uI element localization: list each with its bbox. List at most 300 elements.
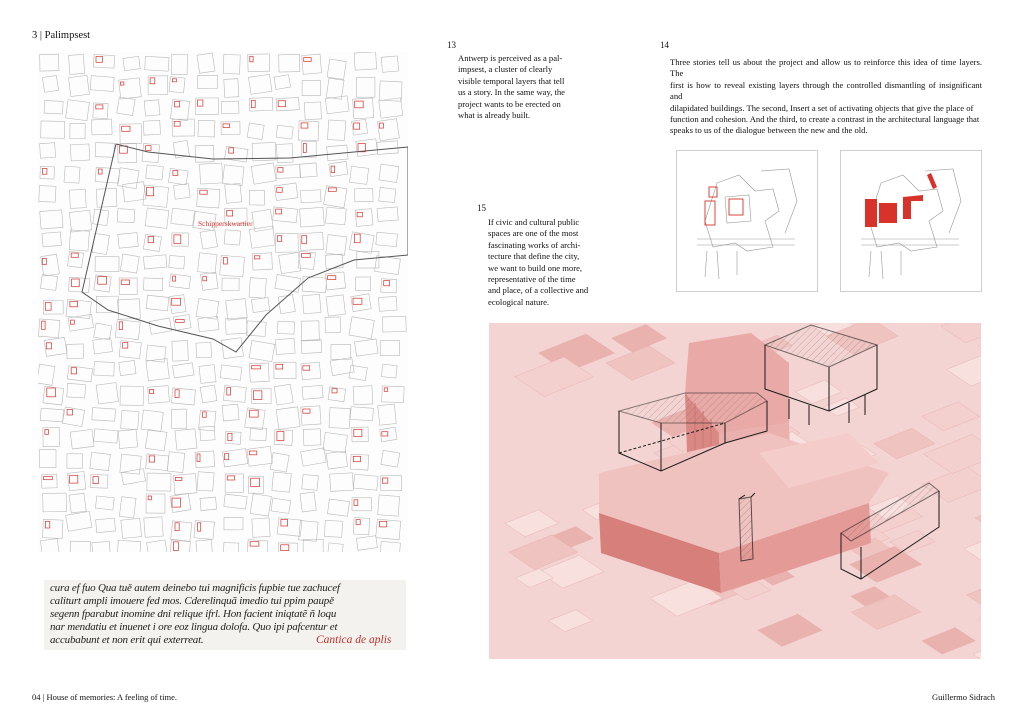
city-block [93,103,108,119]
city-block [198,253,217,274]
axonometric-render [489,323,981,659]
city-block [93,338,113,354]
city-block [223,543,238,552]
city-block [246,321,266,337]
city-block [173,184,190,200]
highlighted-building [93,477,98,484]
city-block [69,230,89,251]
city-block [91,119,112,135]
highlighted-building [119,322,122,330]
city-block [195,451,215,468]
city-block [300,163,317,178]
highlighted-building [146,146,151,151]
highlighted-building [224,258,228,265]
city-block [95,143,114,158]
highlighted-building [70,301,78,307]
highlighted-building [120,82,124,85]
highlighted-building [252,366,261,369]
city-block [251,163,276,184]
city-block [44,337,67,356]
city-block [40,210,63,229]
city-block [145,208,169,228]
city-block [279,252,301,273]
city-block [68,54,84,74]
highlighted-building [123,343,128,349]
city-block [324,520,342,537]
city-block [248,74,271,94]
city-block [356,139,378,157]
city-block [274,362,296,378]
city-block [199,365,216,384]
city-block [356,78,375,98]
manuscript-red-caption: Cantica de aplis [316,634,392,646]
text-line: first is how to reveal existing layers through the controlled dismantling of insignificant and [670,79,982,102]
city-block [356,277,371,291]
city-block [300,207,325,227]
city-block [67,471,86,490]
city-block [172,341,189,362]
city-block [41,474,57,488]
city-block [67,344,84,359]
highlighted-building [227,476,235,480]
city-block [252,253,272,270]
highlighted-building [200,190,207,194]
city-block [95,496,114,510]
plan-diagram-proposed [840,150,982,292]
city-block [383,316,407,332]
city-block [223,54,240,74]
city-block [350,407,373,421]
text-line: spaces are one of the most [488,228,579,239]
city-block [326,235,347,256]
highlighted-building [277,188,282,193]
highlighted-building [72,279,80,287]
city-block [304,102,321,120]
text-13-paragraph [458,53,568,121]
city-block [301,339,321,353]
highlighted-building [251,478,260,486]
city-block [222,338,244,359]
highlighted-building [303,366,310,370]
city-block [325,317,340,333]
city-block [118,233,138,249]
district-label: Schipperskwartier [198,219,253,228]
city-block [353,518,369,535]
city-block [200,230,217,249]
city-block [167,452,184,473]
highlighted-building [277,432,284,441]
city-block [349,365,367,380]
highlighted-building [175,478,182,481]
city-block [119,361,136,376]
highlighted-building [71,368,76,374]
highlighted-building [70,320,74,324]
manuscript-line: accubabunt et non erit qui exterreat. [50,634,204,646]
footer-author: Guillermo Sidrach [932,692,996,702]
city-block [96,518,116,533]
city-block [173,474,197,495]
city-block [225,146,248,162]
city-block [351,294,371,312]
city-block [38,364,55,385]
highlighted-building [380,521,387,527]
city-block [349,232,374,254]
city-block [325,207,346,225]
city-block [224,494,247,509]
city-block [195,145,214,162]
city-block [355,188,374,201]
highlighted-building [43,477,52,480]
city-block [200,385,217,403]
highlighted-building [354,234,360,243]
city-block [323,432,347,452]
city-block [120,124,142,144]
highlighted-building [174,121,180,126]
city-block [145,429,167,451]
new-volume [879,203,897,223]
city-block [325,254,343,269]
highlighted-building [42,258,46,264]
manuscript-line: segenn fparabut inomine dni relique ifrl. Hon facient iniqtatẽ ñ loqu [50,608,337,620]
highlighted-building [71,253,78,257]
highlighted-building [174,235,181,244]
city-block [144,100,160,116]
city-block [381,364,397,378]
highlighted-building [122,126,130,131]
highlighted-building [380,123,384,128]
city-block [70,541,90,552]
city-block [377,119,399,141]
city-block [275,338,295,354]
highlighted-building [384,281,390,286]
highlighted-building [147,187,154,196]
highlighted-building [46,343,51,349]
city-block [196,299,219,320]
city-block [224,230,241,245]
highlighted-building [148,236,154,242]
city-block [277,321,294,334]
city-block [349,317,374,339]
city-block [42,232,61,247]
city-block [382,386,404,403]
highlighted-building [121,280,129,284]
city-block [200,163,223,184]
city-block [327,499,349,516]
axonometric-drawing [489,323,981,659]
city-block [252,209,274,231]
city-block [66,511,92,531]
highlighted-building [173,542,178,551]
city-block [302,80,321,95]
city-block [120,454,141,474]
city-block [143,120,160,135]
city-block [375,256,401,275]
text-line: we want to build one more, [488,262,583,273]
city-block [200,497,217,510]
city-block [225,474,243,493]
city-block [355,339,378,356]
city-block [146,359,169,381]
city-block [275,183,298,201]
city-block [40,408,63,422]
city-block [276,165,300,179]
highlighted-building [173,276,176,281]
city-block [92,541,110,552]
highlighted-building [172,79,176,82]
highlighted-building [382,432,388,436]
city-block [198,316,219,331]
highlighted-building [96,105,103,109]
city-block [69,493,86,513]
city-block [302,474,319,490]
city-block [70,429,94,449]
city-block [144,517,163,538]
city-block [380,427,397,442]
highlighted-building [303,144,306,153]
city-block [303,429,321,446]
city-block [64,166,80,183]
manuscript-line: cura ef fuo Qua tuě autem deinebo tui magnificis fupbie tue zachucef [50,582,340,594]
text-line: speaks to us of the dialogue between the new and the old. [670,125,868,136]
text-line: If civic and cultural public [488,217,580,227]
highlighted-building [302,236,307,244]
highlighted-building [304,58,312,62]
section-title: 3 | Palimpsest [32,30,91,41]
highlighted-building [198,523,201,531]
highlighted-building [45,521,49,528]
city-block [200,426,215,440]
city-block [122,182,146,202]
city-block [67,383,86,398]
text-line: project wants to be erected on [458,98,561,109]
city-block [300,492,316,512]
city-block [175,429,197,450]
highlighted-building [149,456,154,462]
city-block [279,54,300,72]
highlighted-building [175,101,180,107]
city-block [94,429,118,443]
city-block [197,76,217,89]
city-block [326,451,347,469]
text-line: visible temporal layers that tell [458,75,565,86]
highlighted-building [176,319,185,322]
city-block [250,494,271,516]
highlighted-building [42,321,45,329]
city-block [44,100,63,114]
city-block [325,272,345,290]
city-block [145,56,169,71]
city-block [301,362,321,380]
city-block [376,232,398,246]
city-block [378,404,397,425]
city-block [171,54,187,74]
manuscript-image [44,580,406,650]
text-line: what is already built. [458,110,531,121]
city-block [171,521,192,541]
city-block [67,454,83,468]
city-block [96,188,116,207]
highlighted-building [150,78,155,84]
city-block [274,384,293,405]
city-block [120,254,139,273]
city-block [271,498,291,513]
highlighted-building [120,146,128,153]
highlighted-building [249,451,256,455]
city-block [327,59,346,79]
highlighted-building [354,123,360,129]
city-block [377,207,398,222]
text-line: ecological nature. [488,296,550,307]
city-block [197,472,214,491]
city-block [250,428,267,441]
city-block [379,164,399,182]
text-line: representative of the time [488,274,576,285]
highlighted-building [331,166,335,173]
city-block [221,101,238,113]
city-block [301,448,327,466]
urban-map-drawing [38,52,408,552]
city-block [222,449,247,467]
city-block [121,469,145,485]
highlighted-building [175,390,179,398]
city-block [117,540,141,552]
city-block [194,521,214,540]
city-block [328,120,346,141]
city-block [276,125,293,139]
city-block [324,186,347,208]
highlighted-building [203,277,207,281]
highlighted-building [382,478,387,483]
city-block [42,76,58,93]
highlighted-building [172,298,181,305]
city-block [123,56,140,70]
city-block [378,495,400,516]
highlighted-building [357,212,362,217]
highlighted-building [250,542,259,546]
city-block [328,543,344,552]
highlighted-building [250,56,253,62]
city-block [172,363,194,378]
city-block [148,386,170,404]
city-block [226,299,247,320]
city-block [196,342,212,358]
highlighted-building [42,168,47,174]
city-block [275,274,301,292]
city-block [225,183,242,203]
city-block [220,365,242,380]
highlighted-building [67,409,72,415]
text-line: dilapidated buildings. The second, Insert a set of activating objects that give the place of [670,102,974,113]
text-15-number: 15 [477,203,486,213]
city-block [222,278,239,291]
city-block [247,446,272,466]
city-block [201,272,218,290]
city-block [141,410,163,432]
city-block [326,295,345,316]
text-line: Three stories tell us about the project and allow us to reinforce this idea of time layers. The [670,57,982,79]
city-block [379,188,396,203]
highlighted-building [301,123,308,128]
text-14-number: 14 [660,40,669,50]
city-block [148,76,167,95]
highlighted-building [227,387,231,395]
city-block [92,408,116,422]
highlighted-building [278,168,283,173]
city-block [40,54,59,71]
city-block [249,97,272,111]
city-block [274,75,291,90]
city-block [276,144,293,163]
city-block [302,54,322,74]
city-block [251,297,269,312]
city-block [350,166,369,184]
city-block [39,186,56,203]
highlighted-building [253,391,262,400]
city-block [249,190,264,205]
city-block [249,278,266,299]
highlighted-building [203,412,207,417]
city-block [381,450,400,467]
city-block [356,536,377,551]
highlighted-building [228,433,232,440]
city-block [96,383,118,404]
city-block [146,295,169,311]
urban-map [38,52,408,552]
city-block [198,120,215,137]
city-block [197,53,215,73]
highlighted-building [197,454,200,462]
new-volume [903,195,923,219]
plan-drawing [677,151,817,291]
highlighted-building [353,456,360,461]
city-block [146,165,164,180]
highlighted-building [251,100,255,107]
city-block [117,209,135,223]
city-block [40,143,56,159]
city-block [329,408,350,429]
city-block [355,209,373,227]
highlighted-building [98,169,102,174]
manuscript-line: nar mendatiu et inuenet i ore eoz lingua dolofa. Quo ipi pafcentur et [50,621,338,633]
highlighted-building [172,498,181,507]
highlighted-building [384,388,388,391]
text-13-number: 13 [447,40,456,50]
city-block [66,100,90,121]
new-volume [927,173,937,189]
city-block [95,257,119,272]
city-block [276,407,300,430]
city-block [94,323,112,340]
city-block [378,296,397,311]
city-block [224,517,243,529]
city-block [225,431,241,444]
city-block [249,226,275,248]
city-block [121,410,139,429]
city-block [144,278,163,291]
highlighted-building [276,209,282,214]
city-block [196,540,213,552]
highlighted-building [224,454,228,460]
city-block [147,473,171,491]
city-block [224,79,239,98]
text-15-paragraph [488,217,599,308]
text-line: tecture that define the city, [488,251,580,262]
city-block [252,518,270,537]
city-block [168,168,188,185]
city-block [354,52,377,70]
city-block [41,121,65,138]
highlighted-building [148,496,151,500]
